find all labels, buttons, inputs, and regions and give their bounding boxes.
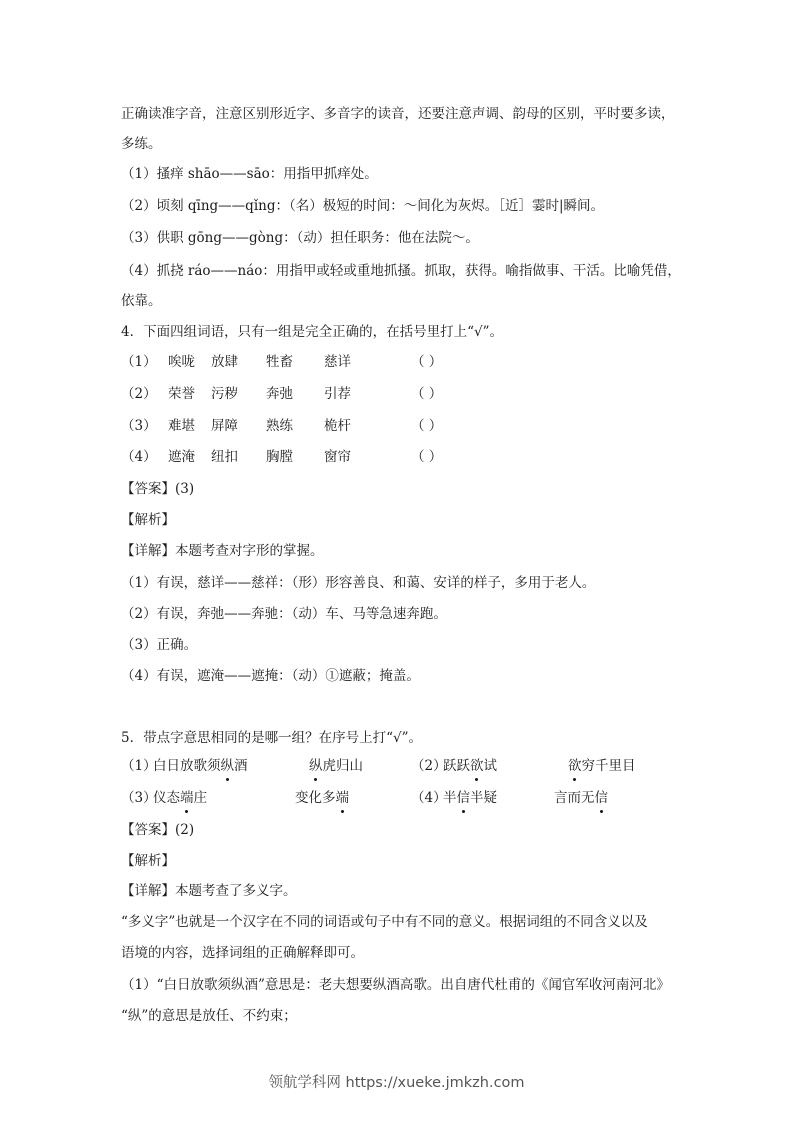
word-3: 牲畜 [266, 354, 293, 370]
option-number: （4） [411, 790, 447, 806]
word-3: 胸膛 [266, 449, 293, 465]
option-number: （2） [121, 386, 157, 402]
phrase-c: 跃跃欲试 [443, 758, 497, 774]
pinyin-item-3: （3）供职 gōng——gòng：（动）担任职务：他在法院～。 [121, 230, 479, 246]
dotted-char: 纵 [309, 758, 323, 774]
q4-answer: 【答案】(3) [121, 481, 195, 497]
q4-analysis-heading: 【解析】 [121, 512, 175, 528]
q5-analysis-heading: 【解析】 [121, 853, 175, 869]
pinyin-item-1: （1）搔痒 shāo——sāo：用指甲抓痒处。 [121, 166, 378, 182]
intro-text-line-1: 正确读准字音，注意区别形近字、多音字的读音，还要注意声调、韵母的区别，平时要多读， [121, 106, 675, 122]
answer-bracket: （ ） [411, 418, 443, 434]
q5-paragraph-line-2: 语境的内容，选择词组的正确解释即可。 [121, 945, 364, 961]
q4-explanation-3: （3）正确。 [121, 637, 198, 653]
phrase-b: 变化多端 [295, 790, 349, 806]
word-4: 窗帘 [324, 449, 351, 465]
option-number: （2） [411, 758, 447, 774]
pinyin-item-4-continuation: 依靠。 [121, 293, 162, 309]
word-2: 放肆 [211, 354, 238, 370]
dotted-char: 欲 [568, 758, 582, 774]
option-number: （4） [121, 449, 157, 465]
dotted-char: 纵 [220, 758, 234, 774]
word-3: 奔弛 [266, 386, 293, 402]
option-number: （1） [121, 354, 157, 370]
option-number: （1） [121, 758, 157, 774]
dotted-char: 信 [594, 790, 608, 806]
word-4: 桅杆 [324, 418, 351, 434]
word-2: 污秽 [211, 386, 238, 402]
dotted-char: 端 [335, 790, 349, 806]
q5-detail: 【详解】本题考查了多义字。 [121, 883, 297, 899]
q5-paragraph-line-4: “纵”的意思是放任、不约束； [121, 1008, 297, 1024]
dotted-char: 信 [456, 790, 470, 806]
answer-bracket: （ ） [411, 386, 443, 402]
word-2: 纽扣 [211, 449, 238, 465]
q4-explanation-4: （4）有误，遮淹——遮掩：（动）①遮蔽；掩盖。 [121, 668, 420, 684]
q4-explanation-1: （1）有误，慈详——慈祥：（形）形容善良、和蔼、安详的样子，多用于老人。 [121, 575, 596, 591]
word-3: 熟练 [266, 418, 293, 434]
footer-watermark: 领航学科网 https://xueke.jmkzh.com [268, 1075, 525, 1091]
word-1: 荣誉 [168, 386, 195, 402]
q4-explanation-2: （2）有误，奔弛——奔驰：（动）车、马等急速奔跑。 [121, 606, 447, 622]
question-4-prompt: 4．下面四组词语，只有一组是完全正确的，在括号里打上“√”。 [121, 324, 503, 340]
dotted-char: 端 [180, 790, 194, 806]
pinyin-item-4: （4）抓挠 ráo——náo：用指甲或轻或重地抓搔。抓取，获得。喻指做事、干活。比喻凭借， [121, 263, 681, 279]
phrase-d: 言而无信 [554, 790, 608, 806]
option-number: （3） [121, 418, 157, 434]
word-1: 遮淹 [168, 449, 195, 465]
intro-text-line-2: 多练。 [121, 136, 162, 152]
q5-answer: 【答案】(2) [121, 822, 195, 838]
question-5-prompt: 5．带点字意思相同的是哪一组？在序号上打“√”。 [121, 730, 422, 746]
word-2: 屏障 [211, 418, 238, 434]
dotted-char: 欲 [470, 758, 484, 774]
phrase-b: 纵虎归山 [309, 758, 363, 774]
pinyin-item-2: （2）顷刻 qīng——qǐng：（名）极短的时间：～间化为灰烬。［近］霎时|瞬间。 [121, 198, 605, 214]
q5-paragraph-line-1: “多义字”也就是一个汉字在不同的词语或句子中有不同的意义。根据词组的不同含义以及 [121, 914, 648, 930]
phrase-c: 半信半疑 [443, 790, 497, 806]
option-number: （3） [121, 790, 157, 806]
phrase-a: 仪态端庄 [153, 790, 207, 806]
answer-bracket: （ ） [411, 449, 443, 465]
phrase-a: 白日放歌须纵酒 [153, 758, 248, 774]
word-1: 难堪 [168, 418, 195, 434]
q4-detail: 【详解】本题考查对字形的掌握。 [121, 543, 324, 559]
phrase-d: 欲穷千里目 [568, 758, 636, 774]
word-1: 唉咙 [168, 354, 195, 370]
word-4: 引荐 [324, 386, 351, 402]
q5-paragraph-line-3: （1）“白日放歌须纵酒”意思是：老夫想要纵酒高歌。出自唐代杜甫的《闻官军收河南河北》 [121, 977, 670, 993]
answer-bracket: （ ） [411, 354, 443, 370]
word-4: 慈详 [324, 354, 351, 370]
